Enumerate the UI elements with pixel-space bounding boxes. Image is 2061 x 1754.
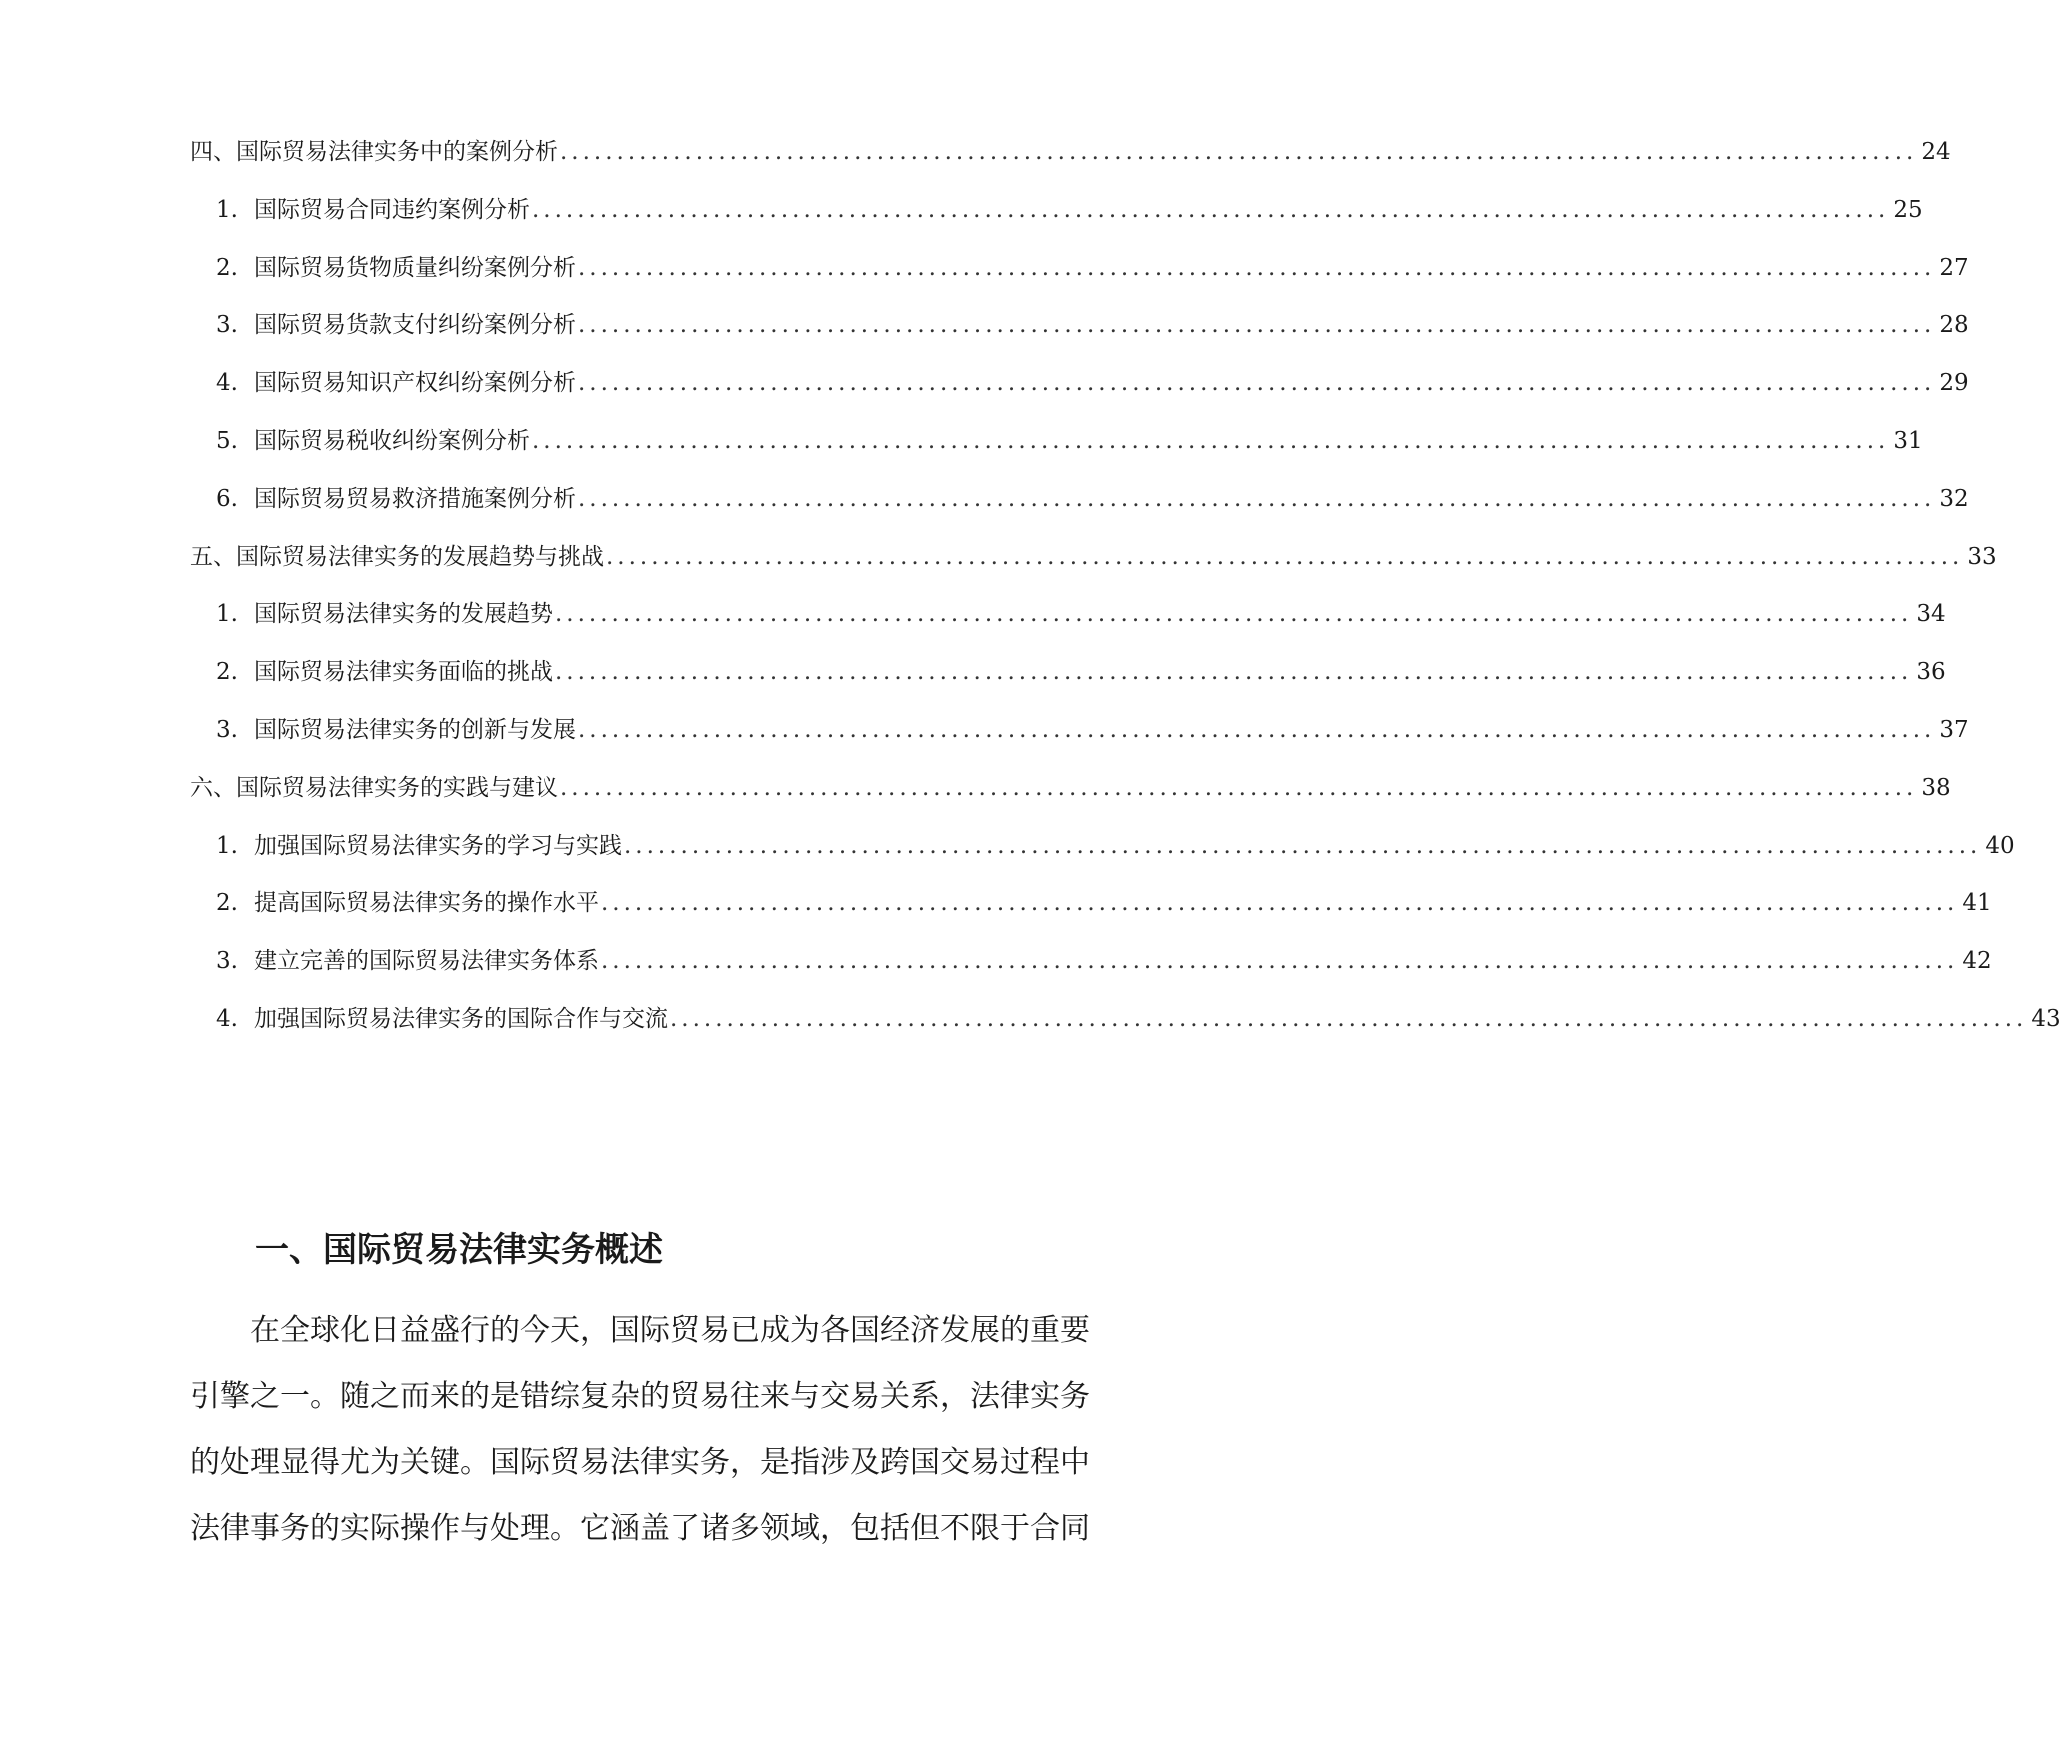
toc-entry-page-number: 29 xyxy=(1939,370,1969,396)
paragraph-line: 法律事务的实际操作与处理。它涵盖了诸多领域，包括但不限于合同 xyxy=(190,1511,1090,1546)
toc-entry-page-number: 31 xyxy=(1893,428,1923,454)
toc-dot-leader: ........................................................................................................................ xyxy=(555,601,1913,627)
toc-entry-page-number: 41 xyxy=(1962,890,1992,916)
toc-entry-page-number: 40 xyxy=(1985,833,2015,859)
toc-dot-leader: ........................................................................................................................ xyxy=(578,370,1936,396)
toc-dot-leader: ........................................................................................................................ xyxy=(578,486,1936,512)
toc-entry[interactable] xyxy=(216,426,1923,456)
toc-entry-page-number: 25 xyxy=(1893,197,1923,223)
toc-entry-page-number: 32 xyxy=(1939,486,1969,512)
toc-entry-title: 国际贸易贸易救济措施案例分析 xyxy=(254,486,576,512)
toc-entry-title: 加强国际贸易法律实务的学习与实践 xyxy=(254,833,622,859)
toc-entry-number: 2. xyxy=(216,890,238,916)
toc-entry[interactable] xyxy=(190,773,1951,803)
toc-entry-page-number: 37 xyxy=(1939,717,1969,743)
toc-entry-page-number: 43 xyxy=(2031,1006,2061,1032)
toc-entry-number: 1. xyxy=(216,601,238,627)
toc-entry-number: 3. xyxy=(216,948,238,974)
toc-entry-title: 国际贸易税收纠纷案例分析 xyxy=(254,428,530,454)
toc-entry-page-number: 24 xyxy=(1921,139,1951,165)
toc-entry-title: 加强国际贸易法律实务的国际合作与交流 xyxy=(254,1006,668,1032)
toc-entry[interactable] xyxy=(216,946,1992,976)
toc-entry[interactable] xyxy=(190,542,1997,572)
toc-entry-title: 国际贸易货物质量纠纷案例分析 xyxy=(254,255,576,281)
toc-dot-leader: ........................................................................................................................ xyxy=(601,948,1959,974)
toc-dot-leader: ........................................................................................................................ xyxy=(578,312,1936,338)
toc-entry-number: 4. xyxy=(216,370,238,396)
paragraph-line: 在全球化日益盛行的今天，国际贸易已成为各国经济发展的重要 xyxy=(190,1313,1090,1348)
toc-entry-title: 六、国际贸易法律实务的实践与建议 xyxy=(190,775,558,801)
toc-entry[interactable] xyxy=(216,831,2015,861)
toc-entry-page-number: 42 xyxy=(1962,948,1992,974)
toc-entry-title: 国际贸易法律实务的创新与发展 xyxy=(254,717,576,743)
toc-dot-leader: ........................................................................................................................ xyxy=(601,890,1959,916)
toc-dot-leader: ........................................................................................................................ xyxy=(578,717,1936,743)
toc-dot-leader: ........................................................................................................................ xyxy=(560,139,1918,165)
toc-entry-page-number: 33 xyxy=(1967,544,1997,570)
toc-entry-number: 5. xyxy=(216,428,238,454)
toc-entry[interactable] xyxy=(216,1004,2061,1034)
toc-entry[interactable] xyxy=(216,195,1923,225)
toc-entry-title: 五、国际贸易法律实务的发展趋势与挑战 xyxy=(190,544,604,570)
toc-entry-page-number: 38 xyxy=(1921,775,1951,801)
toc-entry[interactable] xyxy=(216,484,1969,514)
toc-entry-page-number: 36 xyxy=(1916,659,1946,685)
toc-dot-leader: ........................................................................................................................ xyxy=(606,544,1964,570)
toc-dot-leader: ........................................................................................................................ xyxy=(670,1006,2028,1032)
toc-entry-number: 1. xyxy=(216,833,238,859)
toc-entry-title: 国际贸易知识产权纠纷案例分析 xyxy=(254,370,576,396)
toc-entry-title: 国际贸易法律实务的发展趋势 xyxy=(254,601,553,627)
paragraph-line: 的处理显得尤为关键。国际贸易法律实务，是指涉及跨国交易过程中 xyxy=(190,1445,1090,1480)
toc-entry[interactable] xyxy=(190,137,1951,167)
toc-entry-number: 4. xyxy=(216,1006,238,1032)
toc-entry-title: 提高国际贸易法律实务的操作水平 xyxy=(254,890,599,916)
body-paragraph xyxy=(190,1298,1090,1562)
toc-dot-leader: ........................................................................................................................ xyxy=(555,659,1913,685)
toc-entry[interactable] xyxy=(216,599,1946,629)
toc-entry[interactable] xyxy=(216,310,1969,340)
toc-entry[interactable] xyxy=(216,368,1969,398)
toc-entry[interactable] xyxy=(216,888,1992,918)
toc-dot-leader: ........................................................................................................................ xyxy=(624,833,1982,859)
toc-dot-leader: ........................................................................................................................ xyxy=(560,775,1918,801)
toc-entry-title: 国际贸易合同违约案例分析 xyxy=(254,197,530,223)
toc-entry-number: 3. xyxy=(216,717,238,743)
toc-entry-number: 2. xyxy=(216,255,238,281)
toc-entry-title: 建立完善的国际贸易法律实务体系 xyxy=(254,948,599,974)
toc-entry[interactable] xyxy=(216,253,1969,283)
toc-dot-leader: ........................................................................................................................ xyxy=(532,428,1890,454)
toc-entry-page-number: 34 xyxy=(1916,601,1946,627)
toc-entry-number: 3. xyxy=(216,312,238,338)
toc-entry[interactable] xyxy=(216,657,1946,687)
toc-entry-title: 国际贸易货款支付纠纷案例分析 xyxy=(254,312,576,338)
toc-entry-page-number: 28 xyxy=(1939,312,1969,338)
paragraph-line: 引擎之一。随之而来的是错综复杂的贸易往来与交易关系，法律实务 xyxy=(190,1379,1090,1414)
toc-entry-page-number: 27 xyxy=(1939,255,1969,281)
toc-entry-number: 6. xyxy=(216,486,238,512)
toc-entry[interactable] xyxy=(216,715,1969,745)
toc-entry-title: 国际贸易法律实务面临的挑战 xyxy=(254,659,553,685)
toc-entry-number: 2. xyxy=(216,659,238,685)
section-heading: 一、国际贸易法律实务概述 xyxy=(255,1230,663,1270)
toc-entry-number: 1. xyxy=(216,197,238,223)
toc-entry-title: 四、国际贸易法律实务中的案例分析 xyxy=(190,139,558,165)
toc-dot-leader: ........................................................................................................................ xyxy=(578,255,1936,281)
toc-dot-leader: ........................................................................................................................ xyxy=(532,197,1890,223)
